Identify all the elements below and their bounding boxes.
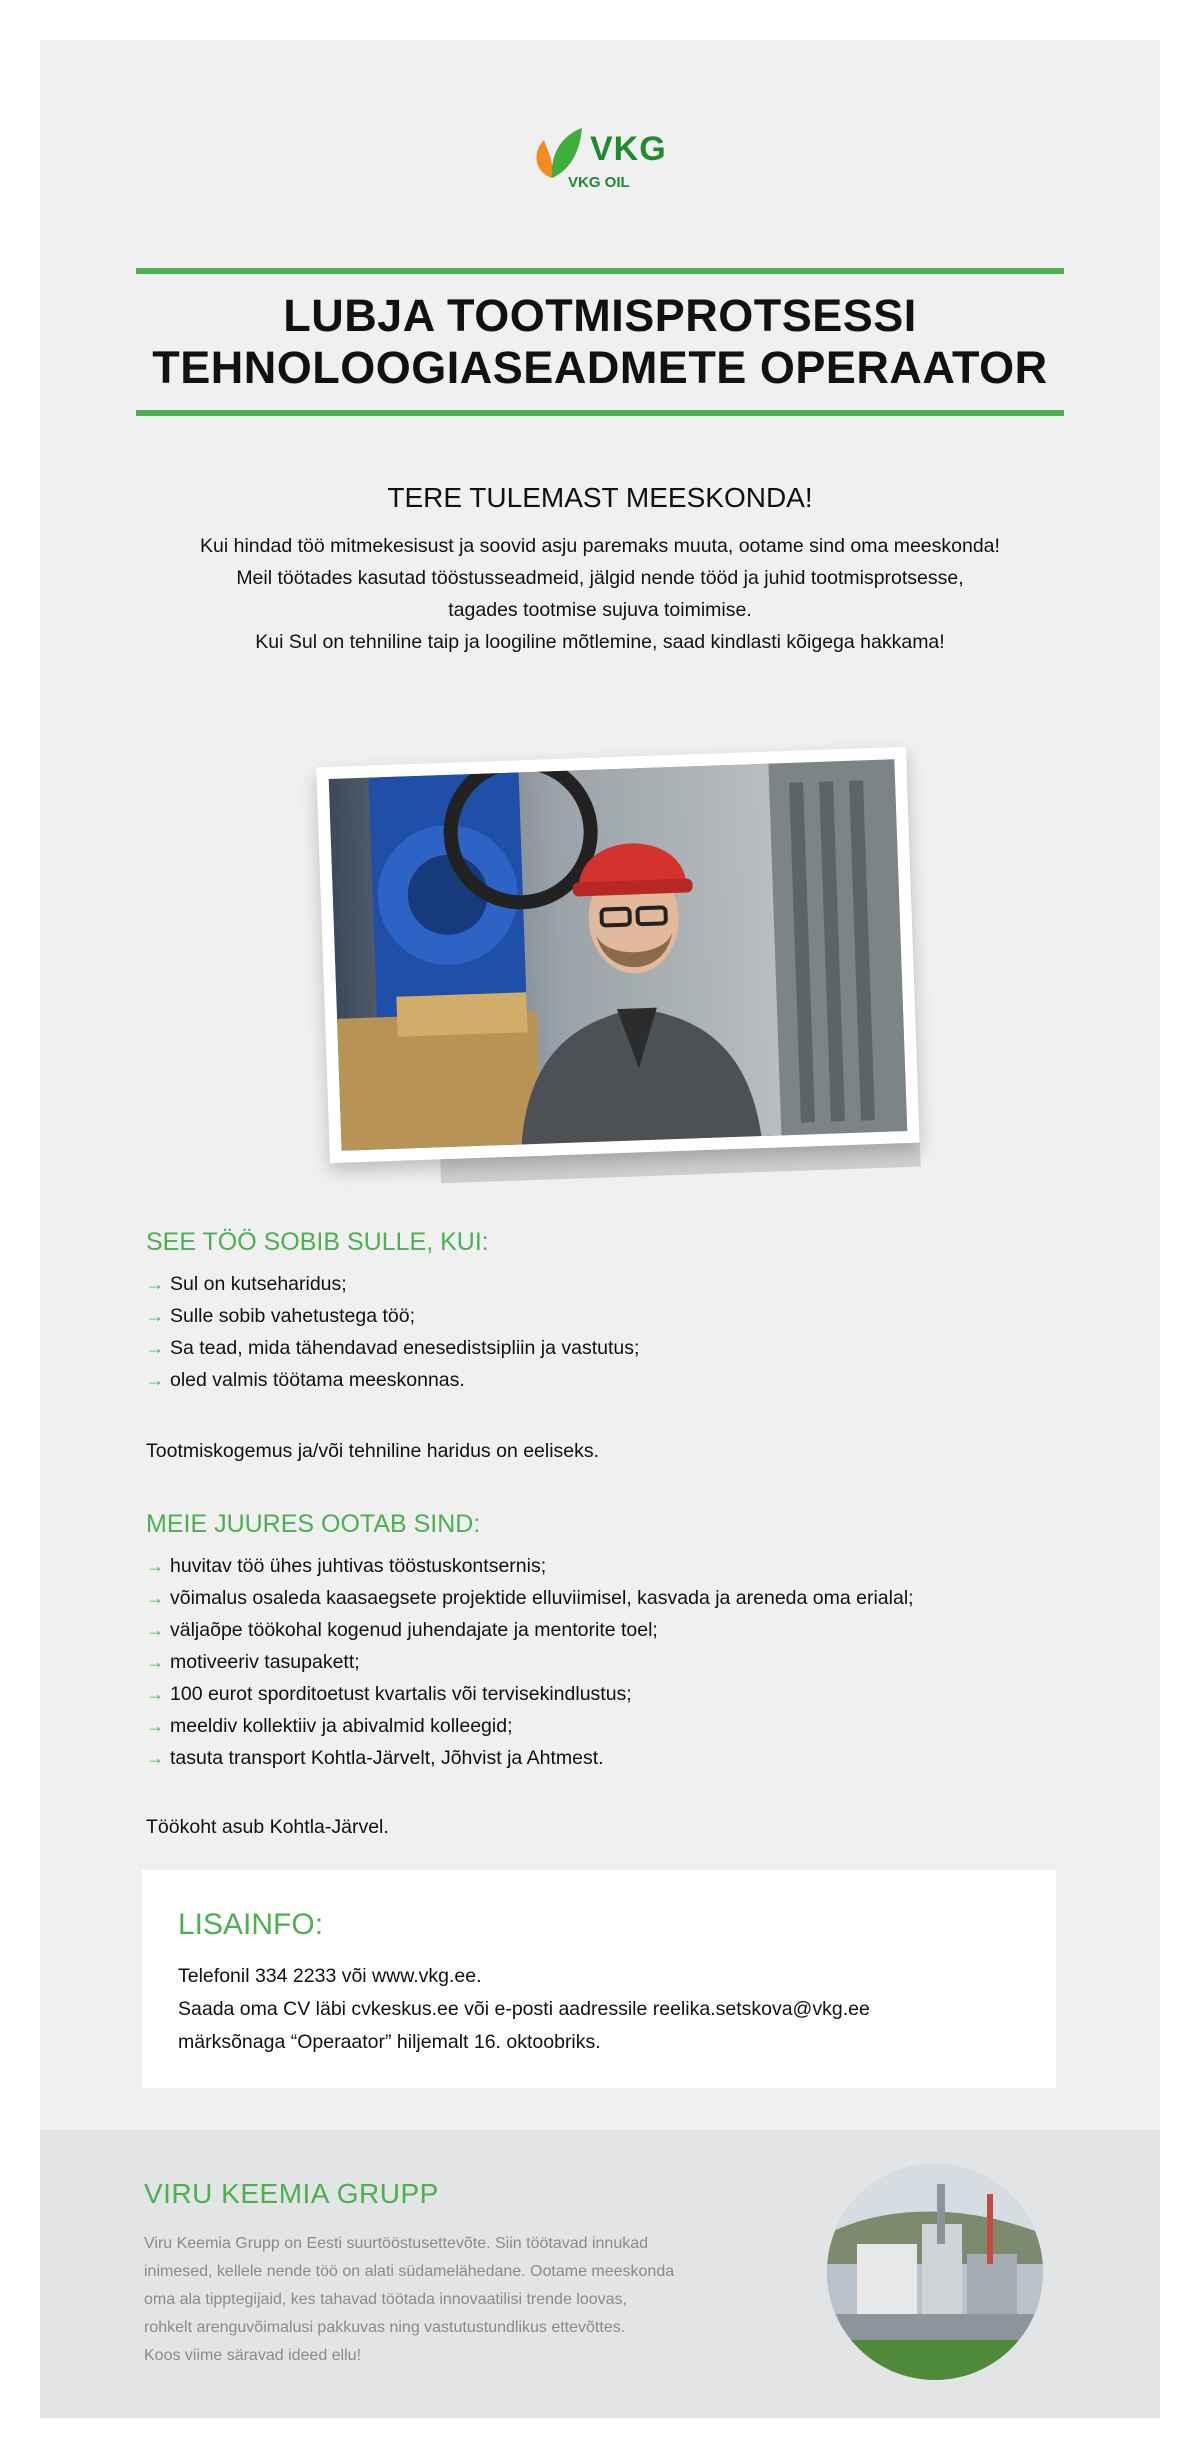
plant-photo [827, 2164, 1043, 2380]
arrow-right-icon: → [146, 1748, 164, 1768]
arrow-right-icon: → [146, 1652, 164, 1672]
title-rule-top [136, 268, 1064, 274]
vkg-logo [530, 118, 690, 198]
arrow-right-icon: → [146, 1274, 164, 1294]
leaf-icon [530, 126, 584, 180]
operator-photo [329, 759, 908, 1151]
list-item: → oled valmis töötama meeskonnas. [146, 1364, 639, 1396]
arrow-right-icon: → [146, 1684, 164, 1704]
list-item: → väljaõpe töökohal kogenud juhendajate ja mentorite toel; [146, 1614, 914, 1646]
location-note: Töökoht asub Kohtla-Järvel. [146, 1816, 389, 1838]
list-item: → Sa tead, mida tähendavad enesedistsipliin ja vastutus; [146, 1332, 639, 1364]
footer-line: Koos viime säravad ideed ellu! [144, 2347, 362, 2364]
arrow-right-icon: → [146, 1338, 164, 1358]
job-title-line: LUBJA TOOTMISPROTSESSI [283, 290, 917, 341]
more-info-line: märksõnaga “Operaator” hiljemalt 16. oktoobriks. [178, 2031, 601, 2053]
offer-heading: MEIE JUURES OOTAB SIND: [146, 1510, 481, 1538]
list-item: → 100 eurot sporditoetust kvartalis või tervisekindlustus; [146, 1678, 914, 1710]
intro-line: Kui hindad töö mitmekesisust ja soovid asju paremaks muuta, ootame sind oma meeskonda! [200, 535, 1000, 557]
list-item: → Sul on kutseharidus; [146, 1268, 639, 1300]
requirements-heading: SEE TÖÖ SOBIB SULLE, KUI: [146, 1228, 489, 1256]
intro-line: Kui Sul on tehniline taip ja loogiline mõtlemine, saad kindlasti kõigega hakkama! [255, 631, 945, 653]
footer-line: Viru Keemia Grupp on Eesti suurtööstusettevõte. Siin töötavad innukad [144, 2235, 649, 2252]
more-info-heading: LISAINFO: [178, 1908, 324, 1941]
operator-photo-illustration [329, 759, 908, 1151]
job-ad-page [40, 40, 1160, 2418]
footer-text [144, 2230, 674, 2370]
offer-list [146, 1550, 914, 1774]
job-title [136, 290, 1064, 394]
more-info-text [178, 1960, 870, 2059]
footer-line: rohkelt arenguvõimalusi pakkuvas ning vastutustundlikus ettevõttes. [144, 2319, 626, 2336]
arrow-right-icon: → [146, 1306, 164, 1326]
arrow-right-icon: → [146, 1716, 164, 1736]
more-info-line: Telefonil 334 2233 või www.vkg.ee. [178, 1965, 482, 1987]
arrow-right-icon: → [146, 1588, 164, 1608]
intro-text [136, 530, 1064, 658]
arrow-right-icon: → [146, 1620, 164, 1640]
more-info-box [142, 1870, 1056, 2088]
company-footer [40, 2130, 1160, 2418]
requirements-note: Tootmiskogemus ja/või tehniline haridus on eeliseks. [146, 1440, 600, 1462]
logo-brand: VKG [590, 130, 667, 168]
arrow-right-icon: → [146, 1370, 164, 1390]
more-info-line: Saada oma CV läbi cvkeskus.ee või e-posti aadressile reelika.setskova@vkg.ee [178, 1998, 870, 2020]
logo-subtitle: VKG OIL [568, 174, 630, 191]
intro-line: Meil töötades kasutad tööstusseadmeid, jälgid nende tööd ja juhid tootmisprotsesse, [236, 567, 964, 589]
footer-line: oma ala tipptegijaid, kes tahavad töötada innovaatilisi trende loovas, [144, 2291, 627, 2308]
footer-heading: VIRU KEEMIA GRUPP [144, 2178, 439, 2209]
title-rule-bottom [136, 410, 1064, 416]
list-item: → võimalus osaleda kaasaegsete projektide elluviimisel, kasvada ja areneda oma erialal; [146, 1582, 914, 1614]
list-item: → Sulle sobib vahetustega töö; [146, 1300, 639, 1332]
job-title-line: TEHNOLOOGIASEADMETE OPERAATOR [152, 342, 1048, 393]
arrow-right-icon: → [146, 1556, 164, 1576]
list-item: → huvitav töö ühes juhtivas tööstuskontsernis; [146, 1550, 914, 1582]
list-item: → motiveeriv tasupakett; [146, 1646, 914, 1678]
list-item: → tasuta transport Kohtla-Järvelt, Jõhvist ja Ahtmest. [146, 1742, 914, 1774]
operator-photo-frame [316, 747, 919, 1163]
intro-line: tagades tootmise sujuva toimimise. [448, 599, 752, 621]
footer-line: inimesed, kellele nende töö on alati südamelähedane. Ootame meeskonda [144, 2263, 675, 2280]
welcome-heading: TERE TULEMAST MEESKONDA! [387, 482, 813, 513]
plant-photo-illustration [827, 2164, 1043, 2380]
requirements-list [146, 1268, 639, 1396]
list-item: → meeldiv kollektiiv ja abivalmid kolleegid; [146, 1710, 914, 1742]
